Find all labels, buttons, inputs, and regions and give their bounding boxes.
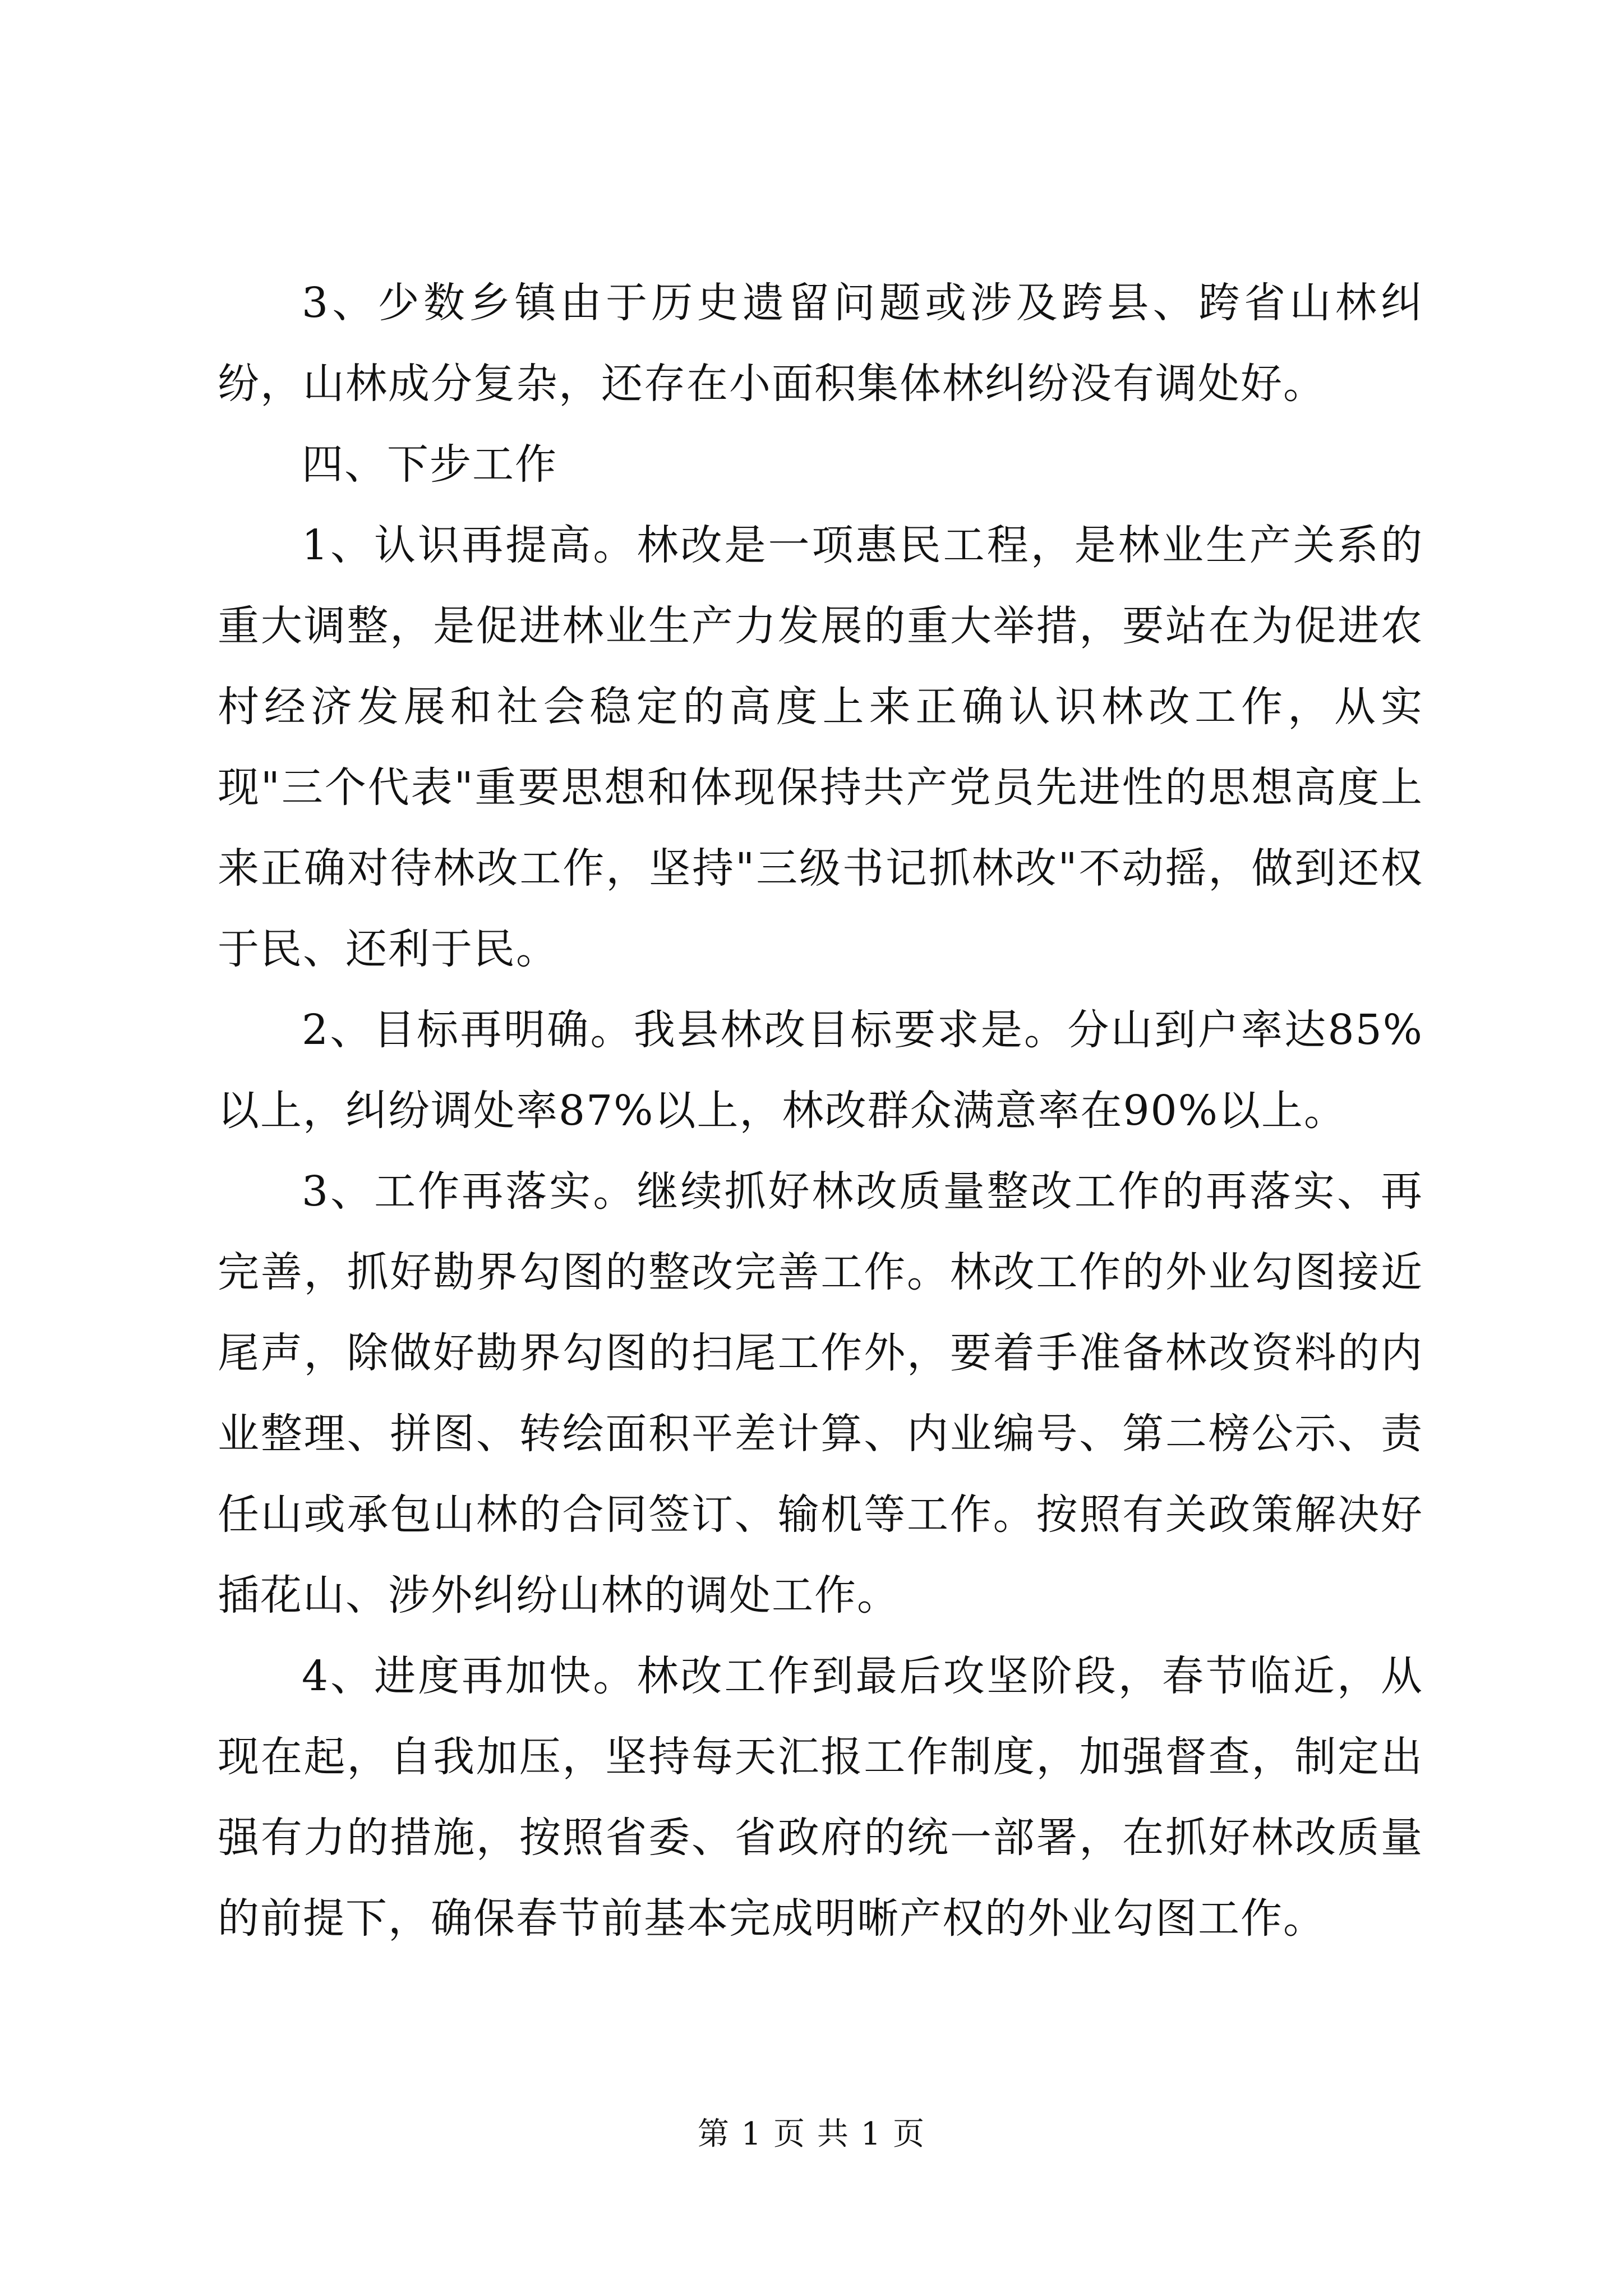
section-heading-next-steps: 四、下步工作 — [302, 440, 557, 489]
paragraph-issue-3: 3、少数乡镇由于历史遗留问题或涉及跨县、跨省山林纠纷，山林成分复杂，还存在小面积集体林纠纷没有调处好。 — [218, 279, 1423, 408]
document-body — [218, 263, 1423, 1959]
paragraph-step-3: 3、工作再落实。继续抓好林改质量整改工作的再落实、再完善，抓好勘界勾图的整改完善工作。林改工作的外业勾图接近尾声，除做好勘界勾图的扫尾工作外，要着手准备林改资料的内业整理、拼图、转绘面积平差计算、内业编号、第二榜公示、责任山或承包山林的合同签订、输机等工作。按照有关政策解决好插花山、涉外纠纷山林的调处工作。 — [218, 1167, 1423, 1619]
paragraph-step-2: 2、目标再明确。我县林改目标要求是。分山到户率达85%以上，纠纷调处率87%以上，林改群众满意率在90%以上。 — [218, 1006, 1423, 1135]
paragraph-step-1: 1、认识再提高。林改是一项惠民工程，是林业生产关系的重大调整，是促进林业生产力发展的重大举措，要站在为促进农村经济发展和社会稳定的高度上来正确认识林改工作，从实现"三个代表"重要思想和体现保持共产党员先进性的思想高度上来正确对待林改工作，坚持"三级书记抓林改"不动摇，做到还权于民、还利于民。 — [218, 521, 1423, 973]
page-footer: 第 1 页 共 1 页 — [697, 2116, 926, 2152]
paragraph-step-4: 4、进度再加快。林改工作到最后攻坚阶段，春节临近，从现在起，自我加压，坚持每天汇报工作制度，加强督查，制定出强有力的措施，按照省委、省政府的统一部署，在抓好林改质量的前提下，确保春节前基本完成明晰产权的外业勾图工作。 — [218, 1652, 1423, 1943]
